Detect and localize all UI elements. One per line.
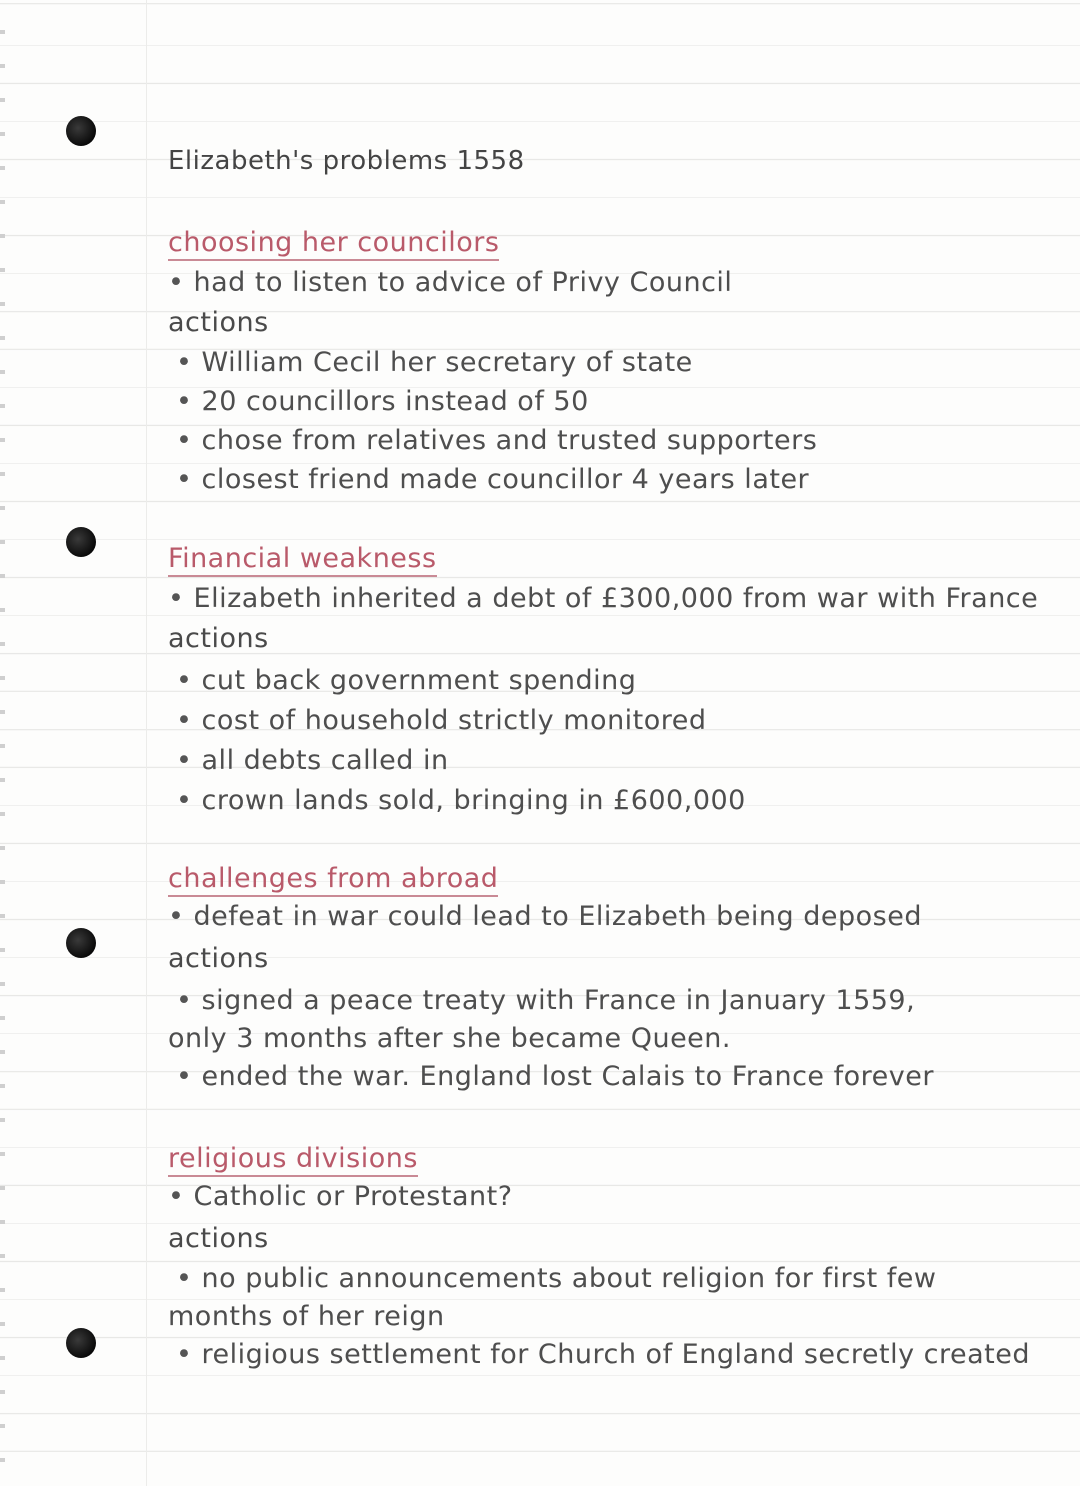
actions-label: actions: [168, 943, 269, 974]
action-item: • cost of household strictly monitored: [176, 704, 1076, 738]
action-item: • religious settlement for Church of England secretly created: [176, 1338, 1076, 1372]
action-item: • closest friend made councillor 4 years later: [176, 463, 1076, 497]
punch-hole: [66, 1328, 96, 1358]
section-issue: • Elizabeth inherited a debt of £300,000 from war with France: [168, 582, 1068, 616]
section-heading: choosing her councilors: [168, 226, 1068, 260]
punch-hole: [66, 116, 96, 146]
action-item: • William Cecil her secretary of state: [176, 346, 1076, 380]
action-item: • no public announcements about religion for first few: [176, 1262, 1076, 1296]
margin-line: [146, 0, 147, 1486]
punch-hole: [66, 527, 96, 557]
section-issue: • defeat in war could lead to Elizabeth being deposed: [168, 900, 1068, 934]
punch-hole: [66, 928, 96, 958]
section-heading: religious divisions: [168, 1142, 1068, 1176]
page-title: Elizabeth's problems 1558: [168, 146, 525, 176]
actions-label: actions: [168, 623, 269, 654]
page-edge: [0, 0, 5, 1486]
action-item: • all debts called in: [176, 744, 1076, 778]
action-item-continued: only 3 months after she became Queen.: [168, 1023, 731, 1054]
section-heading: Financial weakness: [168, 542, 1068, 576]
section-issue: • had to listen to advice of Privy Council: [168, 266, 1068, 300]
action-item: • ended the war. England lost Calais to France forever: [176, 1060, 1076, 1094]
actions-label: actions: [168, 1223, 269, 1254]
action-item: • 20 councillors instead of 50: [176, 385, 1076, 419]
actions-label: actions: [168, 307, 269, 338]
action-item: • crown lands sold, bringing in £600,000: [176, 784, 1076, 818]
action-item-continued: months of her reign: [168, 1301, 445, 1332]
section-issue: • Catholic or Protestant?: [168, 1180, 1068, 1214]
action-item: • chose from relatives and trusted supporters: [176, 424, 1076, 458]
action-item: • signed a peace treaty with France in January 1559,: [176, 984, 1076, 1018]
section-heading: challenges from abroad: [168, 862, 1068, 896]
action-item: • cut back government spending: [176, 664, 1076, 698]
